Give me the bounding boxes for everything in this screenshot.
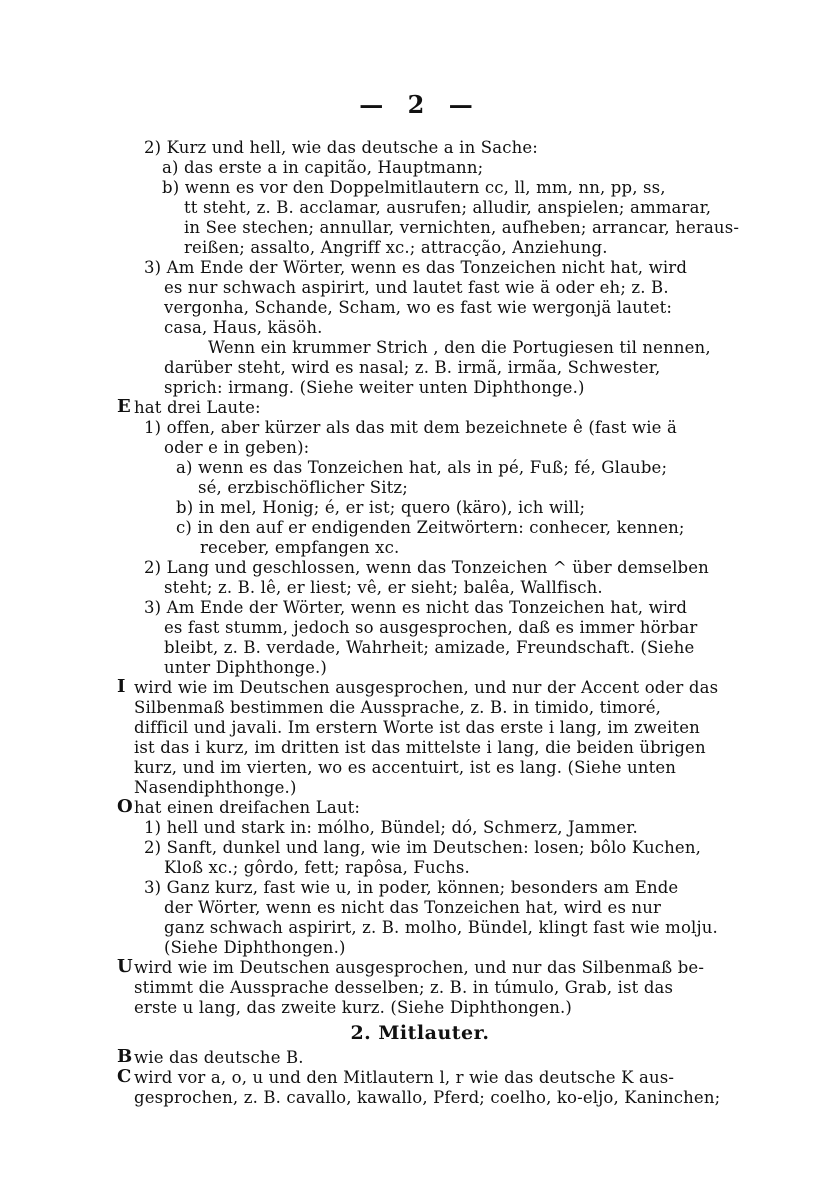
text-line: oder e in geben):	[164, 438, 310, 457]
text-line: hat einen dreifachen Laut:	[134, 798, 361, 817]
text-line: (Siehe Diphthongen.)	[164, 938, 346, 957]
section-heading: 2. Mitlauter.	[350, 1022, 490, 1044]
text-line: b) wenn es vor den Doppelmitlautern cc, ll, mm, nn, pp, ss,	[162, 178, 666, 197]
text-line: receber, empfangen xc.	[200, 538, 400, 557]
text-line: es nur schwach aspirirt, und lautet fast wie ä oder eh; z. B.	[164, 278, 669, 297]
text-line: Wenn ein krummer Strich , den die Portugiesen til nennen,	[208, 338, 711, 357]
text-line: a) wenn es das Tonzeichen hat, als in pé, Fuß; fé, Glaube;	[176, 458, 668, 477]
text-line: vergonha, Schande, Scham, wo es fast wie wergonjä lautet:	[164, 298, 673, 317]
text-line: sé, erzbischöflicher Sitz;	[198, 478, 408, 497]
text-line: 3) Ganz kurz, fast wie u, in poder, können; besonders am Ende	[144, 878, 679, 897]
text-line: 1) hell und stark in: mólho, Bündel; dó, Schmerz, Jammer.	[144, 818, 638, 837]
text-line: ist das i kurz, im dritten ist das mittelste i lang, die beiden übrigen	[134, 738, 706, 757]
page-number: — 2 —	[359, 90, 481, 119]
section-letter-u: U	[117, 956, 133, 977]
text-line: Silbenmaß bestimmen die Aussprache, z. B. in timido, timoré,	[134, 698, 662, 717]
text-line: es fast stumm, jedoch so ausgesprochen, daß es immer hörbar	[164, 618, 698, 637]
text-line: ganz schwach aspirirt, z. B. molho, Bündel, klingt fast wie molju.	[164, 918, 718, 937]
text-line: casa, Haus, käsöh.	[164, 318, 323, 337]
text-line: wie das deutsche B.	[134, 1048, 304, 1067]
text-line: reißen; assalto, Angriff xc.; attracção, Anziehung.	[184, 238, 608, 257]
text-line: Kloß xc.; gôrdo, fett; rapôsa, Fuchs.	[164, 858, 470, 877]
text-line: c) in den auf er endigenden Zeitwörtern: conhecer, kennen;	[176, 518, 685, 537]
text-line: wird wie im Deutschen ausgesprochen, und nur der Accent oder das	[134, 678, 719, 697]
text-line: unter Diphthonge.)	[164, 658, 328, 677]
text-line: bleibt, z. B. verdade, Wahrheit; amizade, Freundschaft. (Siehe	[164, 638, 695, 657]
text-line: sprich: irmang. (Siehe weiter unten Diphthonge.)	[164, 378, 585, 397]
text-line: wird wie im Deutschen ausgesprochen, und nur das Silbenmaß be-	[134, 958, 705, 977]
text-line: erste u lang, das zweite kurz. (Siehe Diphthongen.)	[134, 998, 572, 1017]
section-letter-b: B	[117, 1046, 133, 1067]
text-line: der Wörter, wenn es nicht das Tonzeichen hat, wird es nur	[164, 898, 662, 917]
text-line: a) das erste a in capitão, Hauptmann;	[162, 158, 484, 177]
text-line: 2) Sanft, dunkel und lang, wie im Deutschen: losen; bôlo Kuchen,	[144, 838, 702, 857]
text-line: tt steht, z. B. acclamar, ausrufen; alludir, anspielen; ammarar,	[184, 198, 712, 217]
text-line: difficil und javali. Im erstern Worte ist das erste i lang, im zweiten	[134, 718, 700, 737]
text-line: 2) Kurz und hell, wie das deutsche a in Sache:	[144, 138, 539, 157]
text-line: steht; z. B. lê, er liest; vê, er sieht; balêa, Wallfisch.	[164, 578, 603, 597]
text-line: kurz, und im vierten, wo es accentuirt, ist es lang. (Siehe unten	[134, 758, 677, 777]
text-line: 3) Am Ende der Wörter, wenn es nicht das Tonzeichen hat, wird	[144, 598, 688, 617]
text-line: hat drei Laute:	[134, 398, 261, 417]
text-line: 2) Lang und geschlossen, wenn das Tonzeichen ^ über demselben	[144, 558, 709, 577]
text-line: Nasendiphthonge.)	[134, 778, 297, 797]
text-line: gesprochen, z. B. cavallo, kawallo, Pferd; coelho, ko-eljo, Kaninchen;	[134, 1088, 721, 1107]
text-line: 1) offen, aber kürzer als das mit dem bezeichnete ê (fast wie ä	[144, 418, 677, 437]
section-letter-e: E	[117, 396, 131, 417]
section-letter-i: I	[117, 676, 126, 697]
section-letter-c: C	[117, 1066, 132, 1087]
section-letter-o: O	[117, 796, 133, 817]
text-line: wird vor a, o, u und den Mitlautern l, r wie das deutsche K aus-	[134, 1068, 675, 1087]
text-line: 3) Am Ende der Wörter, wenn es das Tonzeichen nicht hat, wird	[144, 258, 688, 277]
text-line: in See stechen; annullar, vernichten, aufheben; arrancar, heraus-	[184, 218, 740, 237]
text-line: stimmt die Aussprache desselben; z. B. in túmulo, Grab, ist das	[134, 978, 674, 997]
text-line: b) in mel, Honig; é, er ist; quero (käro), ich will;	[176, 498, 586, 517]
text-line: darüber steht, wird es nasal; z. B. irmã, irmãa, Schwester,	[164, 358, 661, 377]
